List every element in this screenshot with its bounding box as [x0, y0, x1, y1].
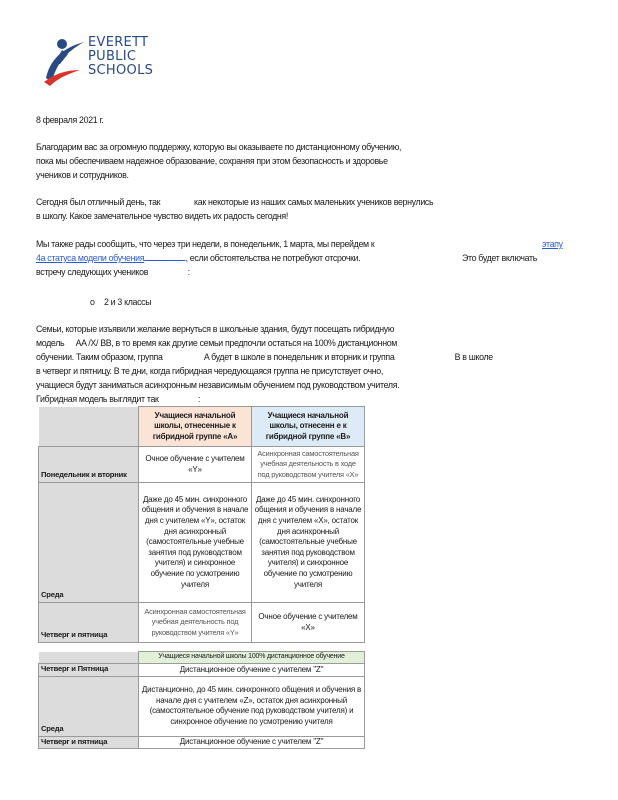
remote-wednesday: Дистанционно, до 45 мин. синхронного общения и обучения в начале дня с учителем «Z», остаток дня асинхронный (самостоятельное обучение под руководством учителя) и синхронное обучение по усмотрению учителя: [139, 676, 365, 736]
paragraph-line: Это будет включать: [462, 252, 538, 263]
group-a-header: Учащиеся начальной школы, отнесенные к гибридной группе «A»: [139, 407, 252, 447]
remote-learning-table: [38, 651, 365, 749]
group-b-thu-fri: Очное обучение с учителем «X»: [252, 603, 365, 643]
paragraph-line: Сегодня был отличный день, так как некоторые из наших самых маленьких учеников вернулись: [36, 196, 434, 207]
paragraph-line: Семьи, которые изъявили желание вернуться в школьные здания, будут посещать гибридную: [36, 323, 395, 334]
group-a-wednesday: Даже до 45 мин. синхронного общения и обучения в начале дня с учителем «Y», остаток дня асинхронный (самостоятельные учебные занятия под руководством учителя) и синхронное обучение по усмотрению учителя: [139, 483, 252, 603]
row-label-mon-tue: Понедельник и вторник: [39, 447, 139, 483]
logo-wordmark: EVERETT PUBLIC SCHOOLS: [88, 35, 154, 78]
bullet-item: o 2 и 3 классы: [90, 296, 152, 307]
paragraph-line: пока мы обеспечиваем надежное образование, сохраняя при этом безопасность и здоровье: [36, 155, 388, 166]
bullet-marker: o: [90, 296, 95, 307]
district-logo: [40, 34, 175, 86]
group-b-header: Учащиеся начальной школы, отнесенн е к гибридной группе «B»: [252, 407, 365, 447]
paragraph-line: Мы также рады сообщить, что через три недели, в понедельник, 1 марта, мы перейдем к: [36, 238, 375, 249]
paragraph-line: в школу. Какое замечательное чувство видеть их радость сегодня!: [36, 210, 288, 221]
paragraph-line: учащиеся будут заниматься асинхронным независимым обучением под руководством учителя.: [36, 379, 400, 390]
stage-link[interactable]: этапу: [542, 238, 563, 249]
paragraph-line: модель AA /X/ BB, в то время как другие семьи предпочли остаться на 100% дистанционном: [36, 337, 398, 348]
group-a-mon-tue: Очное обучение с учителем «Y»: [139, 447, 252, 483]
row-label-wednesday: Среда: [39, 676, 139, 736]
remote-thu-fri: Дистанционное обучение с учителем "Z": [139, 664, 365, 677]
table-corner: [39, 652, 139, 664]
paragraph-line: 4а статуса модели обучения , если обстоятельства не потребуют отсрочки.: [36, 252, 361, 263]
row-label-wednesday: Среда: [39, 483, 139, 603]
logo-figure-icon: [40, 34, 88, 86]
paragraph-line: Благодарим вас за огромную поддержку, которую вы оказываете по дистанционному обучению,: [36, 141, 402, 152]
table-corner: [39, 407, 139, 447]
hybrid-model-table: [38, 406, 365, 643]
remote-header: Учащиеся начальной школы 100% дистанционное обучение: [139, 652, 365, 664]
paragraph-line: встречу следующих учеников :: [36, 266, 190, 277]
remote-thu-fri-2: Дистанционное обучение с учителем "Z": [139, 736, 365, 749]
letter-date: 8 февраля 2021 г.: [36, 114, 104, 125]
row-label-thu-fri: Четверг и пятница: [39, 736, 139, 749]
paragraph-line: в четверг и пятницу. В те дни, когда гибридная чередующаяся группа не присутствует очно,: [36, 365, 383, 376]
stage-link-continued[interactable]: 4а статуса модели обучения: [36, 252, 145, 263]
paragraph-line: учеников и сотрудников.: [36, 169, 129, 180]
group-b-mon-tue: Асинхронная самостоятельная учебная деятельность в ходе под руководством учителя «X»: [252, 447, 365, 483]
row-label-thu-fri: Четверг и Пятница: [39, 664, 139, 677]
paragraph-line: обучении. Таким образом, группа A будет в школе в понедельник и вторник и группа B в школе: [36, 351, 493, 362]
row-label-thu-fri: Четверг и пятница: [39, 603, 139, 643]
paragraph-line: Гибридная модель выглядит так :: [36, 393, 201, 404]
group-a-thu-fri: Асинхронная самостоятельная учебная деятельность под руководством учителя «Y»: [139, 603, 252, 643]
group-b-wednesday: Даже до 45 мин. синхронного общения и обучения в начале дня с учителем «X», остаток дня асинхронный (самостоятельные учебные занятия под руководством учителя) и синхронное обучение по усмотрению учителя: [252, 483, 365, 603]
